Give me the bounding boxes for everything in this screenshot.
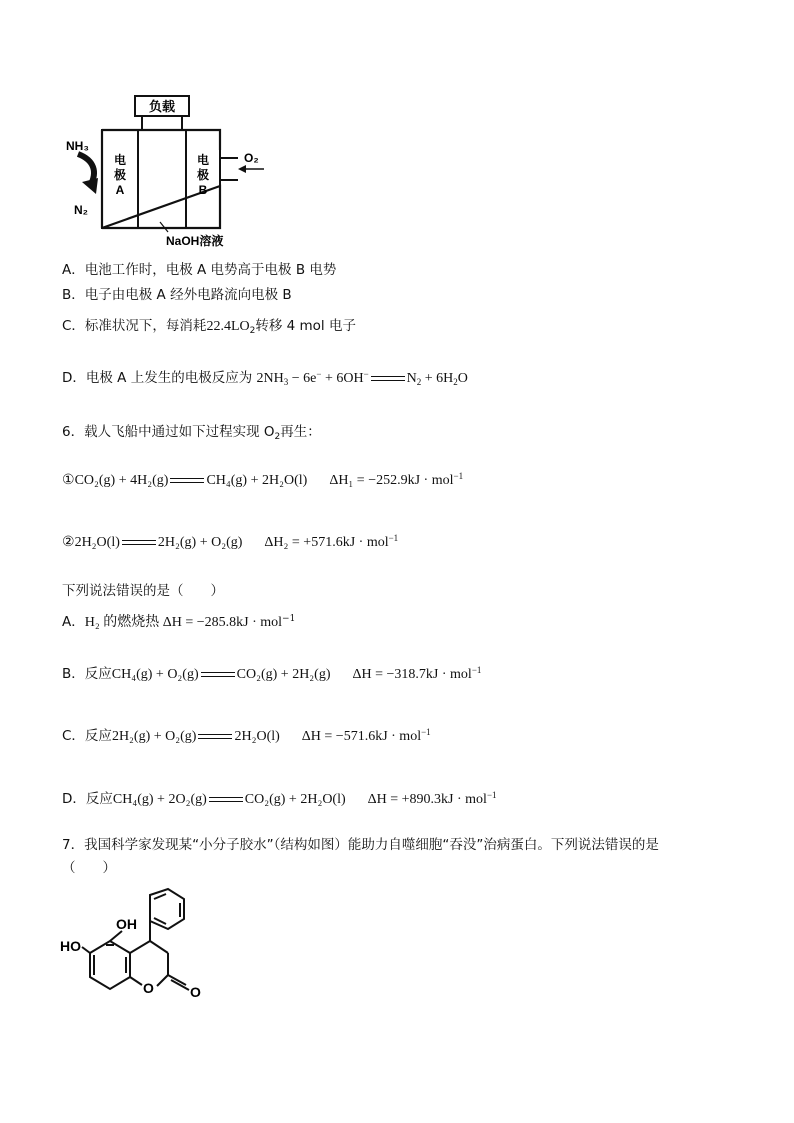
svg-text:A: A: [115, 183, 125, 197]
q6-question: 下列说法错误的是（ ）: [62, 583, 224, 599]
q7-stem: 7．我国科学家发现某“小分子胶水”（结构如图）能助力自噬细胞“吞没”治病蛋白。下列说法错误的是: [62, 837, 659, 853]
oh-label: OH: [116, 916, 137, 932]
battery-diagram: [60, 90, 280, 250]
q6-equation-1: ①CO₂(g) + 4H₂(g) CH₄(g) + 2H₂O(l) ΔH₁ = −252.9kJ · mol$^{-1}$: [62, 471, 464, 488]
o2-label: O₂: [244, 151, 259, 165]
q6-stem: 6．载人飞船中通过如下过程实现 $O_2$再生：: [62, 424, 321, 442]
q7-paren: （ ）: [62, 860, 116, 876]
svg-text:极: 极: [113, 168, 127, 182]
svg-text:B: B: [198, 183, 208, 197]
q6-option-a: A．H₂ 的燃烧热 ΔH = −285.8kJ · mol$^{-1}$: [62, 614, 296, 630]
q6-option-b: B．反应CH₄(g) + O₂(g) CO₂(g) + 2H₂(g) ΔH = −318.7kJ · mol$^{-1}$: [62, 665, 482, 682]
svg-text:电: 电: [113, 153, 127, 167]
q5-option-b: B．电子由电极 A 经外电路流向电极 B: [62, 287, 292, 303]
n2-label: N₂: [74, 203, 88, 217]
ring-oxygen-label: O: [143, 980, 154, 996]
nh3-label: NH₃: [66, 139, 89, 153]
molecule-structure: [60, 885, 240, 1015]
q6-equation-2: ②2H₂O(l) 2H₂(g) + O₂(g) ΔH₂ = +571.6kJ · mol$^{-1}$: [62, 533, 399, 550]
ho-label: HO: [60, 938, 81, 954]
svg-text:电: 电: [196, 153, 210, 167]
svg-text:极: 极: [196, 168, 210, 182]
carbonyl-oxygen-label: O: [190, 984, 201, 1000]
q6-option-c: C．反应2H₂(g) + O₂(g) 2H₂O(l) ΔH = −571.6kJ · mol$^{-1}$: [62, 727, 431, 744]
solution-label: NaOH溶液: [166, 234, 224, 248]
load-label: 负载: [148, 99, 176, 114]
q5-option-a: A．电池工作时，电极 A 电势高于电极 B 电势: [62, 262, 337, 278]
q5-option-d: D．电极 A 上发生的电极反应为 $2NH_3 - 6e^- + 6OH^-$ $N_2 + 6H_2O$: [62, 369, 468, 387]
q6-option-d: D．反应CH₄(g) + 2O₂(g) CO₂(g) + 2H₂O(l) ΔH = +890.3kJ · mol$^{-1}$: [62, 790, 497, 807]
q5-option-c: C．标准状况下，每消耗$22.4LO_2$转移 4 mol 电子: [62, 318, 356, 336]
